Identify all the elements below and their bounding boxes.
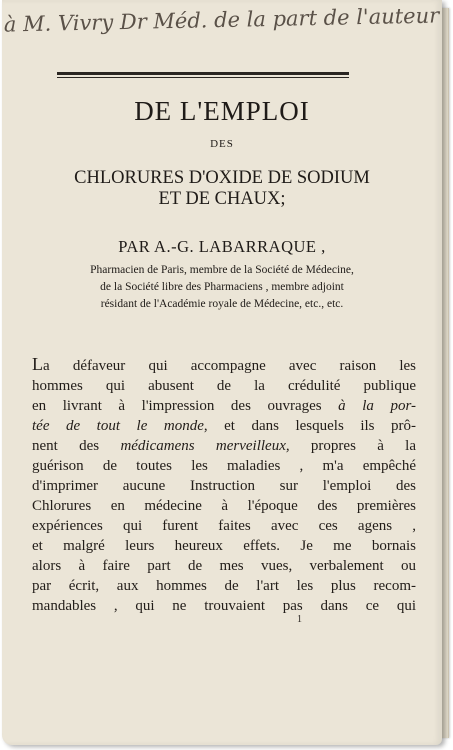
body-line: d'imprimer aucune Instruction sur l'emploi des bbox=[32, 478, 416, 494]
body-line: La défaveur qui accompagne avec raison les bbox=[32, 354, 416, 374]
body-line: Chlorures en médecine à l'époque des premières bbox=[32, 498, 416, 514]
italic-phrase: médicamens merveilleux, bbox=[120, 438, 290, 454]
affiliation-line: de la Société libre des Pharmaciens , membre adjoint bbox=[100, 281, 344, 293]
body-line: mandables , qui ne trouvaient pas dans ce qui bbox=[32, 598, 416, 614]
body-line: alors à faire part de mes vues, verbalement ou bbox=[32, 558, 416, 574]
subtitle-line: ET DE CHAUX; bbox=[158, 189, 286, 209]
body-line: expériences qui furent faites avec ces agens , bbox=[32, 518, 416, 534]
double-rule bbox=[57, 72, 349, 78]
body-line: en livrant à l'impression des ouvrages à la por- bbox=[32, 398, 416, 414]
body-line: guérison de toutes les maladies , m'a empêché bbox=[32, 458, 416, 474]
page-title: DE L'EMPLOI bbox=[134, 96, 310, 126]
subtitle-line: CHLORURES D'OXIDE DE SODIUM bbox=[74, 168, 370, 188]
body-line: par écrit, aux hommes de l'art les plus recom- bbox=[32, 578, 416, 594]
italic-phrase: à la por- bbox=[338, 398, 416, 414]
italic-phrase: tée de tout le monde bbox=[32, 418, 204, 434]
body-line: hommes qui abusent de la crédulité publique bbox=[32, 378, 416, 394]
book-page bbox=[2, 0, 442, 745]
affiliation-line: Pharmacien de Paris, membre de la Société de Médecine, bbox=[90, 264, 354, 276]
title-connector: DES bbox=[210, 138, 234, 150]
body-text bbox=[32, 354, 416, 616]
handwritten-dedication: à M. Vivry Dr Méd. de la part de l'auteur bbox=[3, 3, 440, 37]
author-line: PAR A.-G. LABARRAQUE , bbox=[118, 237, 326, 256]
subtitle bbox=[2, 168, 442, 210]
body-line: et malgré leurs heureux effets. Je me bornais bbox=[32, 538, 416, 554]
body-line: nent des médicamens merveilleux, propres à la bbox=[32, 438, 416, 454]
signature-mark: 1 bbox=[297, 614, 302, 625]
affiliation-line: résidant de l'Académie royale de Médecine, etc., etc. bbox=[100, 298, 344, 310]
body-line: tée de tout le monde, et dans lesquels ils prô- bbox=[32, 418, 416, 434]
author-affiliation bbox=[2, 262, 442, 313]
drop-cap: L bbox=[32, 354, 43, 374]
